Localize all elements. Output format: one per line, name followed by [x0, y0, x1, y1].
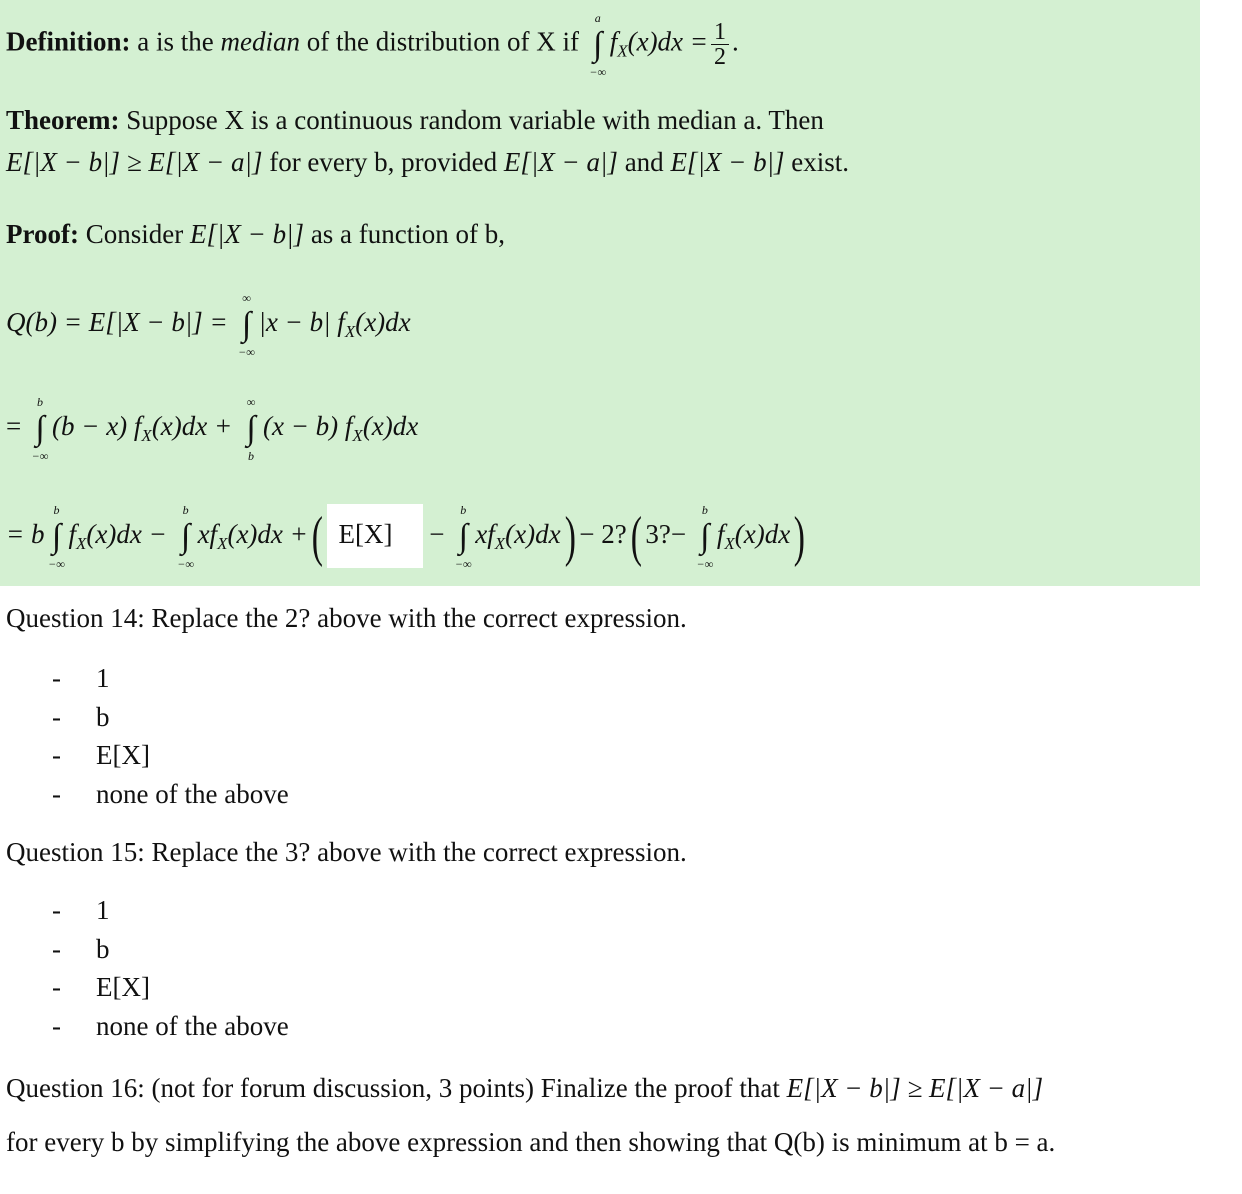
q14-option-4[interactable]	[52, 775, 289, 814]
integrand: f	[609, 26, 618, 57]
exp-xf-1: xf	[197, 519, 218, 549]
theorem-label: Theorem:	[6, 105, 120, 135]
dash-bullet: -	[52, 1010, 61, 1041]
blank-3-placeholder: 3?−	[645, 519, 687, 549]
exp-dx-3: (x)dx	[505, 519, 561, 549]
theorem-exist: exist.	[791, 147, 850, 177]
blank-2-placeholder: − 2?	[579, 519, 627, 549]
dash-bullet: -	[52, 778, 61, 809]
option-label: 1	[96, 895, 110, 925]
definition-label: Definition:	[6, 26, 131, 57]
theorem-line-1	[6, 104, 824, 136]
one-half-fraction: $\frac{1}{2}$	[711, 20, 729, 69]
question-15-options	[52, 891, 289, 1045]
q15-option-2[interactable]	[52, 930, 289, 969]
exp-dx-1: (x)dx −	[86, 519, 167, 549]
split-term-c: (x − b) f	[262, 411, 353, 441]
proof-expr: E[|X − b|]	[189, 219, 305, 249]
exp-sub-2: X	[217, 534, 228, 553]
proof-line	[6, 218, 505, 250]
dash-bullet: -	[52, 933, 61, 964]
question-16-line-1	[6, 1072, 1043, 1104]
question-16-line-2: for every b by simplifying the above expression and then showing that Q(b) is minimum at b = a.	[6, 1127, 1056, 1157]
q14-option-3[interactable]	[52, 736, 289, 775]
split-term-d: (x)dx	[362, 411, 419, 441]
close-paren: )	[793, 506, 806, 568]
option-label: 1	[96, 663, 110, 693]
exp-sub-4: X	[724, 534, 735, 553]
dash-bullet: -	[52, 663, 61, 693]
equals-sign: =	[6, 411, 22, 441]
question-14: Question 14: Replace the 2? above with the correct expression.	[6, 603, 687, 633]
split-sub-1: X	[141, 426, 152, 445]
exp-xf-2: xf	[475, 519, 495, 549]
question-15: Question 15: Replace the 3? above with the correct expression.	[6, 837, 687, 867]
open-paren: (	[630, 506, 642, 568]
close-paren: )	[564, 506, 576, 568]
option-label: none of the above	[96, 778, 289, 809]
theorem-text-2: for every b, provided	[269, 147, 498, 177]
theorem-text-1: Suppose X is a continuous random variable with median a. Then	[126, 105, 824, 135]
integral-symbol: a ∫ −∞	[589, 10, 607, 79]
split-sub-2: X	[352, 426, 363, 445]
question-14-options	[52, 659, 289, 813]
exp-dx-4: (x)dx	[734, 519, 791, 549]
q-rest: (x)dx	[355, 307, 411, 337]
split-integral-line	[6, 394, 419, 463]
dash-bullet: -	[52, 701, 61, 732]
option-label: E[X]	[96, 972, 150, 1002]
option-label: b	[96, 701, 110, 732]
proof-text-1: Consider	[85, 219, 184, 249]
definition-text-a: a is the	[137, 26, 214, 57]
exp-minus: −	[429, 519, 445, 549]
q15-option-1[interactable]	[52, 891, 289, 930]
integral-symbol: b ∫ −∞	[177, 502, 194, 571]
expanded-line	[6, 502, 809, 571]
definition-median: median	[220, 26, 300, 57]
theorem-line-2	[6, 146, 849, 178]
proof-label: Proof:	[6, 219, 79, 249]
integrand-sub: X	[617, 41, 628, 61]
q-sub: X	[344, 322, 356, 341]
dash-bullet: -	[52, 972, 61, 1002]
theorem-expr-a: E[|X − a|]	[503, 147, 618, 177]
integrand-rest: (x)dx =	[627, 26, 709, 57]
option-label: b	[96, 933, 110, 964]
theorem-expr-b: E[|X − b|]	[670, 147, 785, 177]
q16-inequality: E[|X − b|] ≥ E[|X − a|]	[786, 1073, 1044, 1103]
q-of-b-equation	[6, 290, 411, 359]
open-paren: (	[311, 506, 323, 568]
exp-sub-3: X	[494, 534, 506, 553]
split-term-a: (b − x) f	[51, 411, 142, 441]
exp-f-2: f	[716, 519, 725, 549]
integral-symbol: b ∫ −∞	[48, 502, 65, 571]
option-label: none of the above	[96, 1010, 289, 1041]
split-term-b: (x)dx +	[151, 411, 233, 441]
integral-symbol: ∞ ∫ b	[246, 394, 256, 463]
q14-option-2[interactable]	[52, 698, 289, 737]
highlighted-proof-panel	[0, 0, 1200, 586]
blank-ex-box: E[X]	[327, 504, 423, 568]
q-lhs: Q(b) = E[|X − b|] =	[6, 307, 228, 337]
q-rhs: |x − b| f	[258, 307, 345, 337]
exp-f-1: f	[68, 519, 76, 549]
exp-sub-1: X	[76, 534, 87, 553]
theorem-and: and	[624, 147, 664, 177]
integral-symbol: ∞ ∫ −∞	[238, 290, 255, 359]
proof-text-2: as a function of b,	[310, 219, 506, 249]
q14-option-1[interactable]	[52, 659, 289, 698]
q15-option-4[interactable]	[52, 1007, 289, 1046]
dash-bullet: -	[52, 895, 61, 925]
exp-dx-2: (x)dx +	[227, 519, 308, 549]
definition-text-b: of the distribution of X if	[306, 26, 579, 57]
theorem-inequality: E[|X − b|] ≥ E[|X − a|]	[6, 147, 263, 177]
definition-end: .	[732, 26, 739, 57]
q15-option-3[interactable]	[52, 968, 289, 1007]
dash-bullet: -	[52, 740, 61, 770]
exp-b: = b	[6, 519, 45, 549]
integral-symbol: b ∫ −∞	[454, 502, 472, 571]
integral-symbol: b ∫ −∞	[31, 394, 49, 463]
definition-line	[6, 10, 739, 79]
q16-text-1: Question 16: (not for forum discussion, 3 points) Finalize the proof that	[6, 1073, 780, 1103]
option-label: E[X]	[96, 740, 150, 770]
integral-symbol: b ∫ −∞	[696, 502, 714, 571]
